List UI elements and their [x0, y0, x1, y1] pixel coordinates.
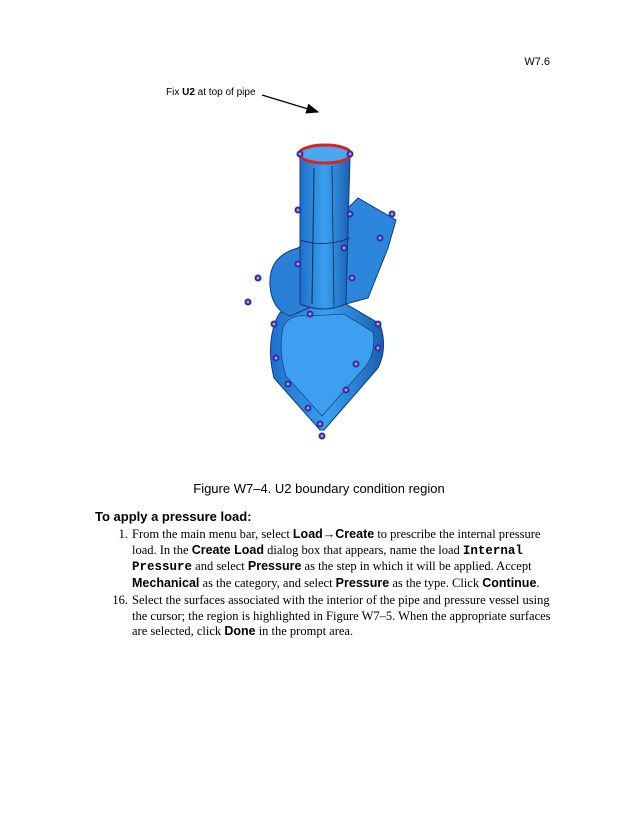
vertical-pipe — [300, 156, 350, 309]
figure-annotation — [166, 87, 256, 98]
step-text: and select — [192, 559, 248, 573]
menu-arrow: → — [322, 527, 336, 541]
section-title: To apply a pressure load: — [95, 509, 252, 524]
step-text: as the type. Click — [389, 575, 483, 590]
step-text: dialog box that appears, name the load — [263, 542, 463, 557]
menu-load: Load — [292, 527, 323, 541]
pipe-model-figure — [228, 128, 418, 448]
type-pressure: Pressure — [335, 575, 390, 590]
continue-label: Continue — [482, 575, 537, 590]
instruction-list — [112, 527, 557, 642]
menu-create: Create — [335, 527, 375, 541]
step-number: 16. — [112, 593, 128, 607]
step-text: in the prompt area. — [255, 624, 354, 638]
annotation-prefix: Fix — [166, 87, 183, 98]
side-branch — [346, 198, 396, 304]
list-item — [112, 593, 557, 640]
step-text: . — [536, 575, 540, 590]
step-pressure: Pressure — [247, 559, 302, 573]
list-item — [118, 527, 557, 591]
done-label: Done — [224, 624, 256, 638]
step-text: From the main menu bar, select — [132, 527, 293, 541]
pipe-top-opening — [299, 145, 351, 163]
step-number: 1. — [118, 527, 128, 541]
dialog-create-load: Create Load — [191, 542, 264, 557]
category-mechanical: Mechanical — [132, 575, 200, 590]
load-name: Internal Pressure — [132, 543, 523, 574]
figure-caption: Figure W7–4. U2 boundary condition region — [193, 481, 445, 496]
step-text: as the category, and select — [199, 575, 336, 590]
step-text: to prescribe the internal pressure load. In the — [132, 527, 541, 557]
step-text: as the step in which it will be applied. Accept — [301, 559, 532, 573]
annotation-bold: U2 — [182, 87, 195, 98]
step-text: Select the surfaces associated with the interior of the pipe and pressure vessel using the cursor; the region is highlighted in Figure W7–5. When the appropriate surfaces are selected, click — [132, 593, 551, 638]
annotation-suffix: at top of pipe — [194, 87, 256, 98]
page-label: W7.6 — [524, 56, 550, 68]
